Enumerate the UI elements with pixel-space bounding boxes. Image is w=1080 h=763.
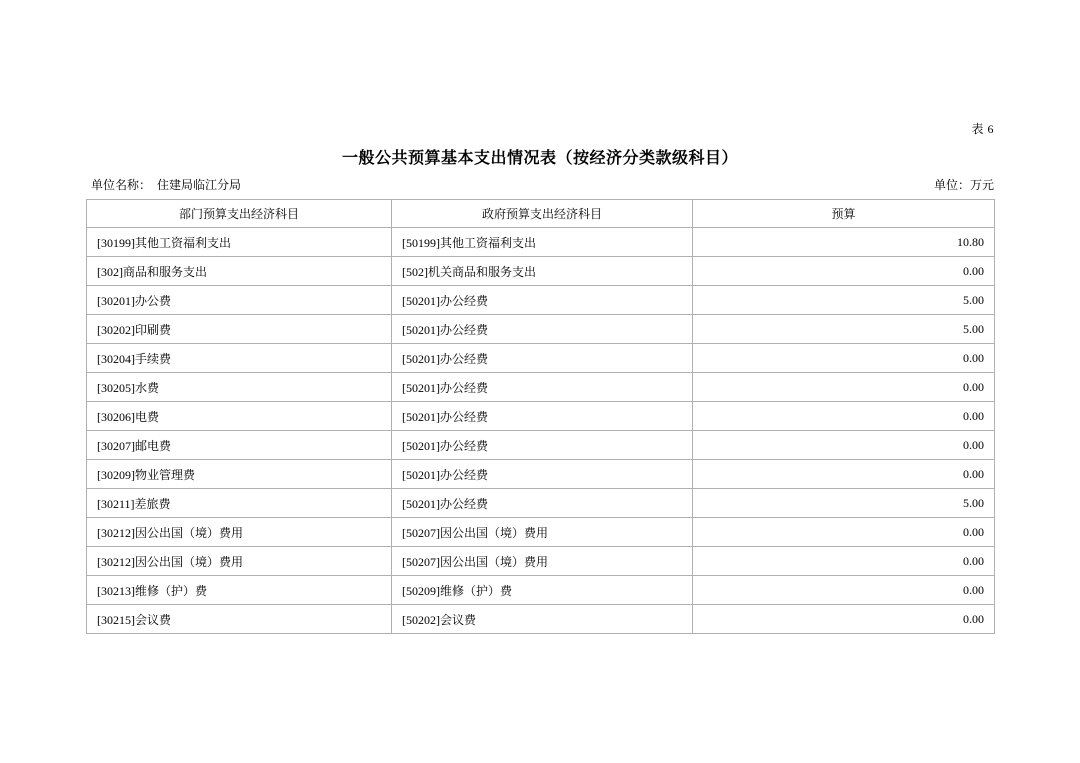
cell-amount: 10.80 bbox=[693, 228, 995, 257]
cell-dept: [30202]印刷费 bbox=[87, 315, 392, 344]
cell-dept: [30199]其他工资福利支出 bbox=[87, 228, 392, 257]
cell-gov: [502]机关商品和服务支出 bbox=[392, 257, 693, 286]
cell-dept: [30215]会议费 bbox=[87, 605, 392, 634]
column-header-dept: 部门预算支出经济科目 bbox=[87, 200, 392, 228]
cell-gov: [50201]办公经费 bbox=[392, 315, 693, 344]
cell-dept: [30209]物业管理费 bbox=[87, 460, 392, 489]
cell-amount: 0.00 bbox=[693, 576, 995, 605]
cell-amount: 0.00 bbox=[693, 460, 995, 489]
cell-amount: 0.00 bbox=[693, 344, 995, 373]
cell-dept: [30212]因公出国（境）费用 bbox=[87, 547, 392, 576]
table-row bbox=[87, 286, 995, 315]
table-row bbox=[87, 547, 995, 576]
cell-amount: 0.00 bbox=[693, 547, 995, 576]
table-row bbox=[87, 373, 995, 402]
table-row bbox=[87, 228, 995, 257]
column-header-gov: 政府预算支出经济科目 bbox=[392, 200, 693, 228]
meta-row bbox=[86, 176, 994, 192]
cell-gov: [50201]办公经费 bbox=[392, 286, 693, 315]
cell-dept: [30204]手续费 bbox=[87, 344, 392, 373]
cell-gov: [50199]其他工资福利支出 bbox=[392, 228, 693, 257]
unit-measure-label: 单位：万元 bbox=[933, 178, 994, 192]
cell-dept: [30213]维修（护）费 bbox=[87, 576, 392, 605]
cell-dept: [30211]差旅费 bbox=[87, 489, 392, 518]
cell-gov: [50207]因公出国（境）费用 bbox=[392, 547, 693, 576]
cell-gov: [50209]维修（护）费 bbox=[392, 576, 693, 605]
cell-amount: 0.00 bbox=[693, 431, 995, 460]
cell-amount: 0.00 bbox=[693, 257, 995, 286]
cell-gov: [50207]因公出国（境）费用 bbox=[392, 518, 693, 547]
cell-gov: [50202]会议费 bbox=[392, 605, 693, 634]
cell-amount: 5.00 bbox=[693, 315, 995, 344]
cell-amount: 0.00 bbox=[693, 518, 995, 547]
cell-gov: [50201]办公经费 bbox=[392, 344, 693, 373]
cell-gov: [50201]办公经费 bbox=[392, 431, 693, 460]
table-body bbox=[87, 228, 995, 634]
cell-amount: 0.00 bbox=[693, 605, 995, 634]
table-header-row bbox=[87, 200, 995, 228]
cell-gov: [50201]办公经费 bbox=[392, 460, 693, 489]
table-row bbox=[87, 402, 995, 431]
cell-dept: [302]商品和服务支出 bbox=[87, 257, 392, 286]
cell-gov: [50201]办公经费 bbox=[392, 489, 693, 518]
cell-amount: 0.00 bbox=[693, 402, 995, 431]
cell-amount: 5.00 bbox=[693, 489, 995, 518]
cell-amount: 5.00 bbox=[693, 286, 995, 315]
cell-dept: [30207]邮电费 bbox=[87, 431, 392, 460]
table-row bbox=[87, 315, 995, 344]
budget-table bbox=[86, 199, 995, 634]
cell-gov: [50201]办公经费 bbox=[392, 402, 693, 431]
unit-name-label: 单位名称： 住建局临江分局 bbox=[91, 178, 242, 192]
cell-dept: [30206]电费 bbox=[87, 402, 392, 431]
cell-dept: [30212]因公出国（境）费用 bbox=[87, 518, 392, 547]
table-row bbox=[87, 344, 995, 373]
table-row bbox=[87, 489, 995, 518]
table-number-label: 表 6 bbox=[971, 122, 994, 136]
cell-amount: 0.00 bbox=[693, 373, 995, 402]
table-row bbox=[87, 431, 995, 460]
page-title: 一般公共预算基本支出情况表（按经济分类款级科目） bbox=[341, 150, 738, 167]
cell-dept: [30205]水费 bbox=[87, 373, 392, 402]
table-row bbox=[87, 518, 995, 547]
table-row bbox=[87, 605, 995, 634]
cell-gov: [50201]办公经费 bbox=[392, 373, 693, 402]
table-row bbox=[87, 576, 995, 605]
column-header-amount: 预算 bbox=[693, 200, 995, 228]
table-row bbox=[87, 257, 995, 286]
table-row bbox=[87, 460, 995, 489]
cell-dept: [30201]办公费 bbox=[87, 286, 392, 315]
